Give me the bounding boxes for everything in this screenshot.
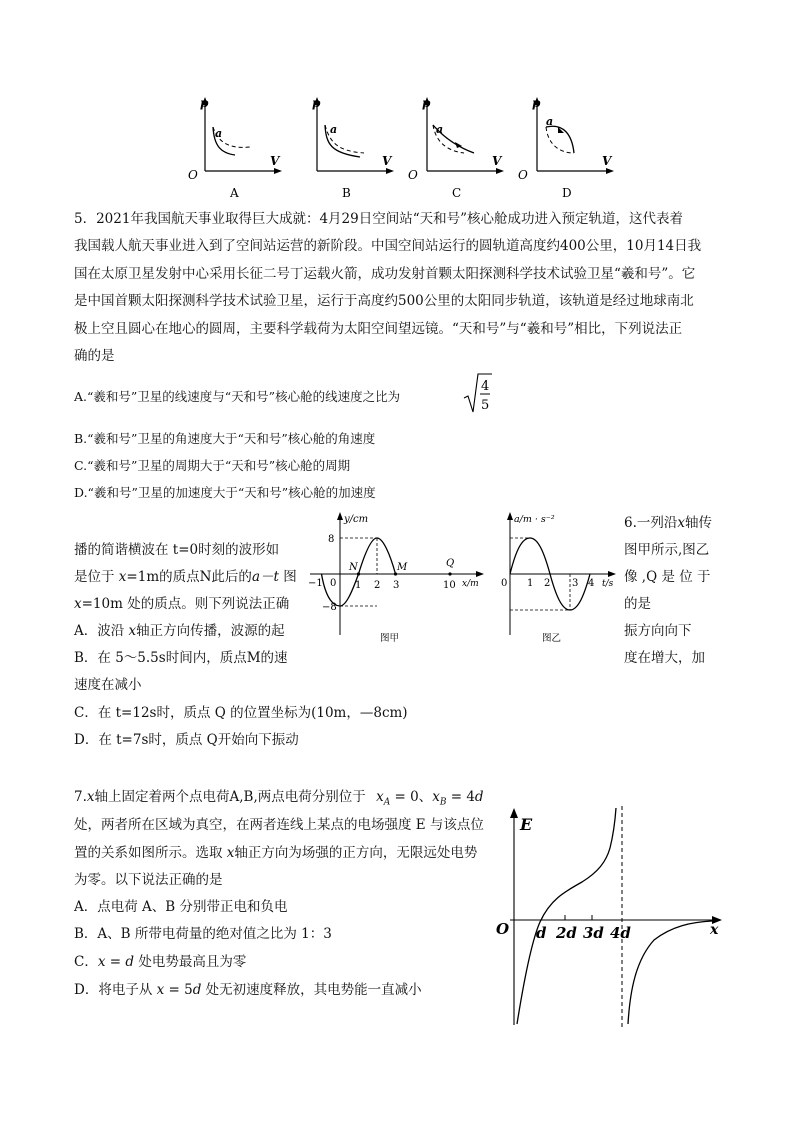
q6-option-c: C．在 t=12s时，质点 Q 的位置坐标为(10m，—8cm) [74,705,408,721]
q6-left-line-2: 是位于 x=1m的质点N此后的a－t 图 [74,569,297,585]
point-a: a [436,123,444,136]
caption-yi: 图乙 [542,633,562,644]
tick-y: 8 [328,534,335,545]
q6-left-line-3: x=10m 处的质点。则下列说法正确 [74,596,290,612]
label-a: A [230,186,239,200]
q7-option-c: C．x = d 处电势最高且为零 [74,954,247,970]
q6-right-line-2: 图甲所示,图乙 [624,542,710,558]
q6-left-line-1: 播的简谐横波在 t=0时刻的波形如 [74,542,280,558]
tick-x: 3 [393,580,400,591]
q6-option-d: D．在 t=7s时，质点 Q开始向下振动 [74,732,299,748]
axis-v: V [602,154,612,168]
q6-option-b: B．在 5～5.5s时间内，质点M的速 [74,650,288,666]
wave-figure-jia [300,510,490,645]
axis-p: p [532,96,541,110]
caption-jia: 图甲 [380,633,400,644]
sqrt-symbol [462,372,492,416]
axis-p: p [422,96,431,110]
q6-right-line-6: 度在增大，加 [624,650,705,666]
point-a: a [330,123,338,136]
q5-option-d: D.“羲和号”卫星的加速度大于“天和号”核心舱的加速度 [74,485,376,500]
y-axis-label: a/m · s⁻² [514,514,555,525]
x-axis-label: x/m [462,579,479,589]
q6-option-b-cont: 速度在减小 [74,677,142,693]
tick-x: 1 [355,580,362,591]
fraction-denominator: 5 [481,398,490,413]
axis-v: V [270,154,280,168]
label-b: B [342,186,351,200]
q5-line: 极上空且圆心在地心的圆周，主要科学载荷为太阳空间望远镜。“天和号”与“羲和号”相比，下列说法正 [74,321,683,337]
origin: O [188,168,198,182]
label-c: C [452,186,462,200]
y-axis-label: E [520,815,533,834]
axis-v: V [382,154,392,168]
label-d: D [562,186,572,200]
origin: 0 [330,578,337,589]
tick-2d: 2d [556,924,577,942]
q6-right-line-1: 6.一列沿x轴传 [624,515,713,531]
tick-x: −1 [308,578,323,589]
x-axis-label: x [710,922,719,938]
tick-3d: 3d [583,924,604,942]
tick-4d: 4d [610,924,631,942]
axis-p: p [200,96,209,110]
tick-d: d [536,924,547,942]
q6-right-line-5: 振方向向下 [624,623,692,639]
q7-option-a: A．点电荷 A、B 分别带正电和负电 [74,899,288,915]
q6-option-a: A．波沿 x轴正方向传播，波源的起 [74,623,285,639]
q7-line-3: 置的关系如图所示。选取 x轴正方向为场强的正方向，无限远处电势 [74,845,478,861]
tick-x: 1 [527,578,534,589]
q5-option-b: B.“羲和号”卫星的角速度大于“天和号”核心舱的角速度 [74,431,376,446]
tick-x: 10 [443,580,456,591]
point-a: a [215,127,223,140]
wave-figure-yi [490,510,620,645]
origin: O [408,168,418,182]
pv-diagrams-figure [180,93,620,203]
tick-x: 2 [374,580,381,591]
point-q: Q [446,558,455,569]
q7-option-b: B．A、B 所带电荷量的绝对值之比为 1：3 [74,926,332,942]
e-field-figure [494,800,726,1030]
origin: 0 [501,578,508,589]
fraction-numerator: 4 [481,379,490,394]
option-text: A.“羲和号”卫星的线速度与“天和号”核心舱的线速度之比为 [74,389,401,404]
q5-line: 确的是 [74,348,115,364]
point-m: M [397,562,408,573]
q5-line: 我国载人航天事业进入到了空间站运营的新阶段。中国空间站运行的圆轨道高度约400公里，10月14日我 [74,238,702,254]
pv-panel-a [188,96,282,200]
q7-line-4: 为零。以下说法正确的是 [74,872,223,888]
tick-x: 4 [588,578,595,589]
q6-right-line-3: 像 ,Q 是 位 于 [624,569,711,585]
q5-option-a [74,387,400,405]
x-axis-label: t/s [602,579,614,589]
q7-option-d: D．将电子从 x = 5d 处无初速度释放，其电势能一直减小 [74,982,422,998]
origin: O [496,920,510,938]
tick-y: −8 [322,602,337,613]
pv-panel-b [312,96,394,200]
tick-x: 2 [544,578,551,589]
q5-line: 5．2021年我国航天事业取得巨大成就：4月29日空间站“天和号”核心舱成功进入预定轨道，这代表着 [74,211,684,227]
axis-p: p [312,96,321,110]
origin: O [518,168,528,182]
point-a: a [546,115,554,128]
q5-line: 是中国首颗太阳探测科学技术试验卫星，运行于高度约500公里的太阳同步轨道，该轨道是经过地球南北 [74,293,694,309]
axis-v: V [492,154,502,168]
q7-line-1: 7.x轴上固定着两个点电荷A,B,两点电荷分别位于 $x_A = 0$、$x_B = 4d$ [74,789,484,808]
q5-line: 国在太原卫星发射中心采用长征二号丁运载火箭，成功发射首颗太阳探测科学技术试验卫星“羲和号”。它 [74,266,696,282]
q7-line-2: 处，两者所在区域为真空，在两者连线上某点的电场强度 E 与该点位 [74,817,484,833]
tick-x: 3 [572,578,579,589]
q6-right-line-4: 的是 [624,596,651,612]
pv-panel-c [408,96,504,200]
q5-option-c: C.“羲和号”卫星的周期大于“天和号”核心舱的周期 [74,458,351,473]
y-axis-label: y/cm [344,514,369,525]
point-n: N [349,562,358,573]
pv-panel-d [518,96,614,200]
